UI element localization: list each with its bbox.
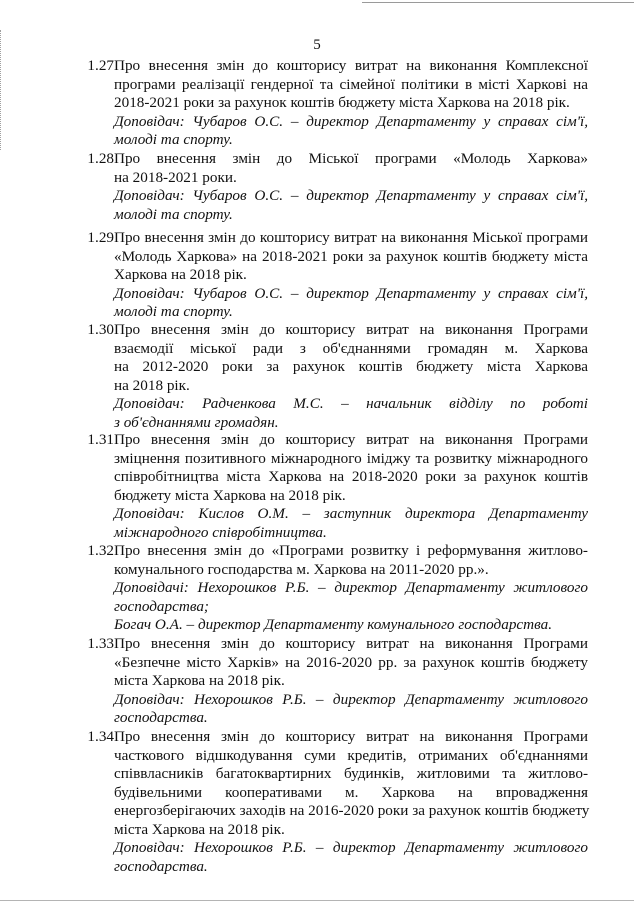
item-number: 1.27 xyxy=(87,57,114,74)
item-number: 1.32 xyxy=(87,542,114,559)
speaker-line: молоді та спорту. xyxy=(114,131,233,148)
item-body xyxy=(114,321,588,432)
item-text-line: міста Харкова на 2018 рік. xyxy=(114,820,285,838)
item-number: 1.33 xyxy=(87,635,114,652)
page-number: 5 xyxy=(313,37,321,53)
item-text-line: будівельними кооперативами м. Харкова на впровадження xyxy=(114,783,588,801)
item-text-line: бюджету міста Харкова на 2018 рік. xyxy=(114,486,346,504)
item-text-line: міста Харкова на 2018 рік. xyxy=(114,672,285,689)
speaker-line: міжнародного співробітництва. xyxy=(114,523,327,541)
item-text-line: на 2018-2021 роки. xyxy=(114,168,237,186)
item-text-line: співвласників багатоквартирних будинків, житловими та житлово- xyxy=(114,765,588,782)
item-text-line: Про внесення змін до кошторису витрат на виконання Програми xyxy=(114,431,588,448)
item-text-line: на 2018 рік. xyxy=(114,376,190,394)
speaker-line: господарства. xyxy=(114,709,208,726)
item-text-line: програми реалізації гендерної та сімейної політики в місті Харкові на xyxy=(114,75,588,93)
item-text-line: 2018-2021 роки за рахунок коштів бюджету міста Харкова на 2018 рік. xyxy=(114,94,570,111)
speaker-line: Доповідач: Чубаров О.С. – директор Департаменту у справах сім'ї, xyxy=(114,187,588,204)
item-text-line: Про внесення змін до Міської програми «Молодь Харкова» xyxy=(114,150,588,167)
item-body xyxy=(114,728,588,876)
item-text-line: Про внесення змін до кошторису витрат на виконання Програми xyxy=(114,321,588,338)
item-text-line: Про внесення змін до «Програми розвитку і реформування житлово- xyxy=(114,542,588,559)
speaker-line: господарства. xyxy=(114,857,208,875)
item-number: 1.31 xyxy=(87,431,114,448)
speaker-line: Доповідач: Радченкова М.С. – начальник відділу по роботі xyxy=(114,395,588,412)
speaker-line: Доповідачі: Нехорошков Р.Б. – директор Департаменту житлового xyxy=(114,579,588,596)
speaker-line: з об'єднаннями громадян. xyxy=(114,413,279,431)
item-body xyxy=(114,57,588,150)
item-text-line: Про внесення змін до кошторису витрат на виконання Програми xyxy=(114,635,588,652)
item-text-line: співробітництва міста Харкова на 2018-2020 роки за рахунок коштів xyxy=(114,468,588,485)
item-text-line: Про внесення змін до кошторису витрат на виконання Комплексної xyxy=(114,57,588,74)
item-text-line: комунального господарства м. Харкова на 2011-2020 рр.». xyxy=(114,560,489,578)
item-text-line: Про внесення змін до кошторису витрат на виконання Програми xyxy=(114,728,588,745)
item-text-line: Про внесення змін до кошторису витрат на виконання Міської програми xyxy=(114,229,588,246)
item-number: 1.29 xyxy=(87,229,114,246)
speaker-line: молоді та спорту. xyxy=(114,303,233,320)
item-body xyxy=(114,542,588,635)
speaker-line: Доповідач: Чубаров О.С. – директор Департаменту у справах сім'ї, xyxy=(114,284,588,302)
speaker-line: господарства; xyxy=(114,597,209,615)
item-number: 1.34 xyxy=(87,728,114,745)
scan-edge-top xyxy=(362,2,634,3)
item-text-line: взаємодії міської ради з об'єднаннями громадян м. Харкова xyxy=(114,339,588,357)
item-text-line: «Безпечне місто Харків» на 2016-2020 рр. за рахунок коштів бюджету xyxy=(114,653,588,671)
item-text-line: енергозберігаючих заходів на 2016-2020 роки за рахунок коштів бюджету xyxy=(114,802,590,819)
item-body xyxy=(114,431,588,542)
item-number: 1.30 xyxy=(87,321,114,338)
item-text-line: «Молодь Харкова» на 2018-2021 роки за рахунок коштів бюджету міста xyxy=(114,247,588,265)
item-text-line: на 2012-2020 роки за рахунок коштів бюджету міста Харкова xyxy=(114,358,588,375)
item-text-line: часткового відшкодування суми кредитів, отриманих об'єднаннями xyxy=(114,746,588,764)
item-body xyxy=(114,229,588,322)
item-text-line: зміцнення позитивного міжнародного іміджу та розвитку міжнародного xyxy=(114,449,588,467)
speaker-line: Доповідач: Кислов О.М. – заступник директора Департаменту xyxy=(114,505,588,522)
speaker-line: Доповідач: Нехорошков Р.Б. – директор Департаменту житлового xyxy=(114,839,588,856)
speaker-line: молоді та спорту. xyxy=(114,205,233,223)
speaker-line: Доповідач: Нехорошков Р.Б. – директор Департаменту житлового xyxy=(114,690,588,708)
item-body xyxy=(114,150,588,224)
speaker-line: Богач О.А. – директор Департаменту комунального господарства. xyxy=(114,616,553,633)
item-number: 1.28 xyxy=(87,150,114,167)
scan-edge-bottom xyxy=(0,900,634,901)
item-body xyxy=(114,635,588,728)
speaker-line: Доповідач: Чубаров О.С. – директор Департаменту у справах сім'ї, xyxy=(114,112,588,130)
item-text-line: Харкова на 2018 рік. xyxy=(114,266,247,283)
